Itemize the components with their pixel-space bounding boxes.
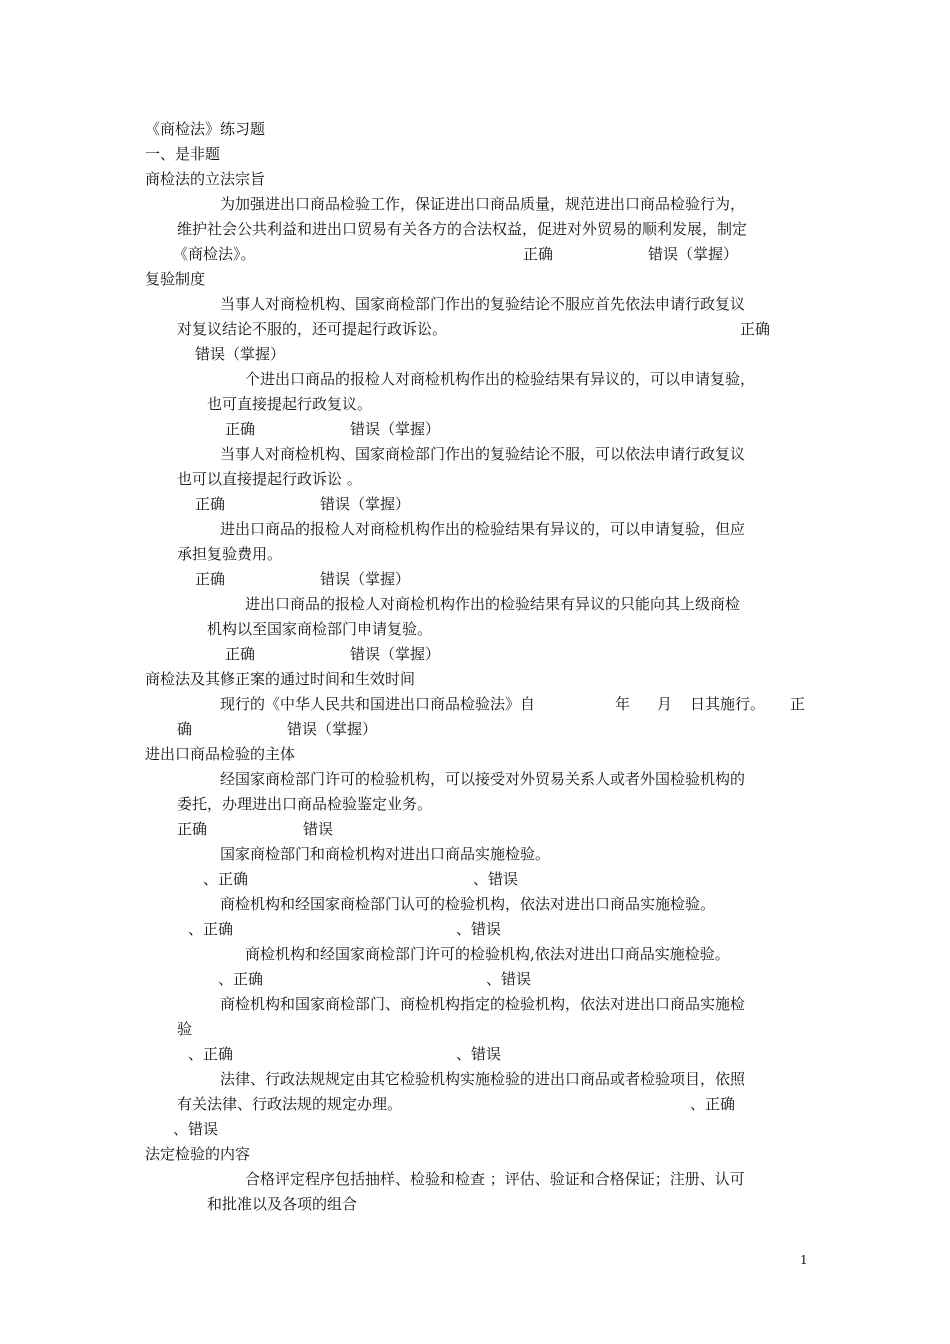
question-text: 为加强进出口商品检验工作，保证进出口商品质量，规范进出口商品检验行为， xyxy=(220,195,746,213)
question-text: 委托，办理进出口商品检验鉴定业务。 xyxy=(177,795,433,813)
answer-correct: 、正确 xyxy=(218,970,264,988)
answer-wrong: 错误 xyxy=(303,820,334,838)
question-text: 进出口商品的报检人对商检机构作出的检验结果有异议的，可以申请复验，但应 xyxy=(220,520,746,538)
answer-correct: 正确 xyxy=(740,320,771,338)
topic-heading: 进出口商品检验的主体 xyxy=(145,745,296,763)
answer-correct: 确 xyxy=(177,720,193,738)
answer-correct: 、正确 xyxy=(690,1095,736,1113)
question-text: 维护社会公共利益和进出口贸易有关各方的合法权益，促进对外贸易的顺利发展，制定 xyxy=(177,220,748,238)
question-text: 承担复验费用。 xyxy=(177,545,283,563)
question-text: 机构以至国家商检部门申请复验。 xyxy=(207,620,433,638)
answer-wrong: 错误（掌握） xyxy=(195,345,286,363)
question-text: 和批准以及各项的组合 xyxy=(207,1195,358,1213)
question-text: 月 xyxy=(657,695,673,713)
answer-wrong: 错误（掌握） xyxy=(350,645,441,663)
page-number: 1 xyxy=(800,1253,808,1267)
question-text: 进出口商品的报检人对商检机构作出的检验结果有异议的只能向其上级商检 xyxy=(245,595,741,613)
section-heading: 一、是非题 xyxy=(145,145,221,163)
answer-wrong: 、错误 xyxy=(456,920,502,938)
topic-heading: 复验制度 xyxy=(145,270,206,288)
answer-correct: 正确 xyxy=(195,495,226,513)
question-text: 商检机构和国家商检部门、商检机构指定的检验机构，依法对进出口商品实施检 xyxy=(220,995,746,1013)
answer-wrong: 错误（掌握） xyxy=(320,495,411,513)
question-text: 商检机构和经国家商检部门认可的检验机构，依法对进出口商品实施检验。 xyxy=(220,895,716,913)
question-text: 合格评定程序包括抽样、检验和检查 ；评估、验证和合格保证；注册、认可 xyxy=(245,1170,745,1188)
answer-correct: 、正确 xyxy=(203,870,249,888)
question-text: 日其施行。 xyxy=(690,695,766,713)
question-text: 对复议结论不服的，还可提起行政诉讼。 xyxy=(177,320,448,338)
question-text: 验 xyxy=(177,1020,193,1038)
topic-heading: 法定检验的内容 xyxy=(145,1145,251,1163)
answer-correct: 正 xyxy=(790,695,806,713)
answer-correct: 、正确 xyxy=(188,920,234,938)
question-text: 《商检法》。 xyxy=(173,245,256,263)
answer-correct: 、正确 xyxy=(188,1045,234,1063)
question-text: 经国家商检部门许可的检验机构，可以接受对外贸易关系人或者外国检验机构的 xyxy=(220,770,746,788)
question-text: 当事人对商检机构、国家商检部门作出的复验结论不服应首先依法申请行政复议 xyxy=(220,295,746,313)
answer-wrong: 、错误 xyxy=(486,970,532,988)
answer-wrong: 、错误 xyxy=(173,1120,219,1138)
topic-heading: 商检法及其修正案的通过时间和生效时间 xyxy=(145,670,416,688)
answer-wrong: 错误（掌握） xyxy=(648,245,739,263)
answer-correct: 正确 xyxy=(195,570,226,588)
answer-correct: 正确 xyxy=(225,420,256,438)
answer-correct: 正确 xyxy=(177,820,208,838)
topic-heading: 商检法的立法宗旨 xyxy=(145,170,266,188)
answer-correct: 正确 xyxy=(523,245,554,263)
question-text: 当事人对商检机构、国家商检部门作出的复验结论不服，可以依法申请行政复议 xyxy=(220,445,746,463)
question-text: 也可以直接提起行政诉讼 。 xyxy=(177,470,362,488)
question-text: 个进出口商品的报检人对商检机构作出的检验结果有异议的，可以申请复验， xyxy=(245,370,756,388)
answer-wrong: 错误（掌握） xyxy=(350,420,441,438)
question-text: 也可直接提起行政复议。 xyxy=(207,395,373,413)
question-text: 法律、行政法规规定由其它检验机构实施检验的进出口商品或者检验项目，依照 xyxy=(220,1070,746,1088)
answer-wrong: 、错误 xyxy=(456,1045,502,1063)
answer-wrong: 、错误 xyxy=(473,870,519,888)
question-text: 年 xyxy=(615,695,631,713)
question-text: 商检机构和经国家商检部门许可的检验机构,依法对进出口商品实施检验。 xyxy=(245,945,730,963)
answer-correct: 正确 xyxy=(225,645,256,663)
question-text: 国家商检部门和商检机构对进出口商品实施检验。 xyxy=(220,845,551,863)
question-text: 现行的《中华人民共和国进出口商品检验法》自 xyxy=(220,695,536,713)
document-title: 《商检法》练习题 xyxy=(145,120,266,138)
answer-wrong: 错误（掌握） xyxy=(287,720,378,738)
answer-wrong: 错误（掌握） xyxy=(320,570,411,588)
question-text: 有关法律、行政法规的规定办理。 xyxy=(177,1095,403,1113)
